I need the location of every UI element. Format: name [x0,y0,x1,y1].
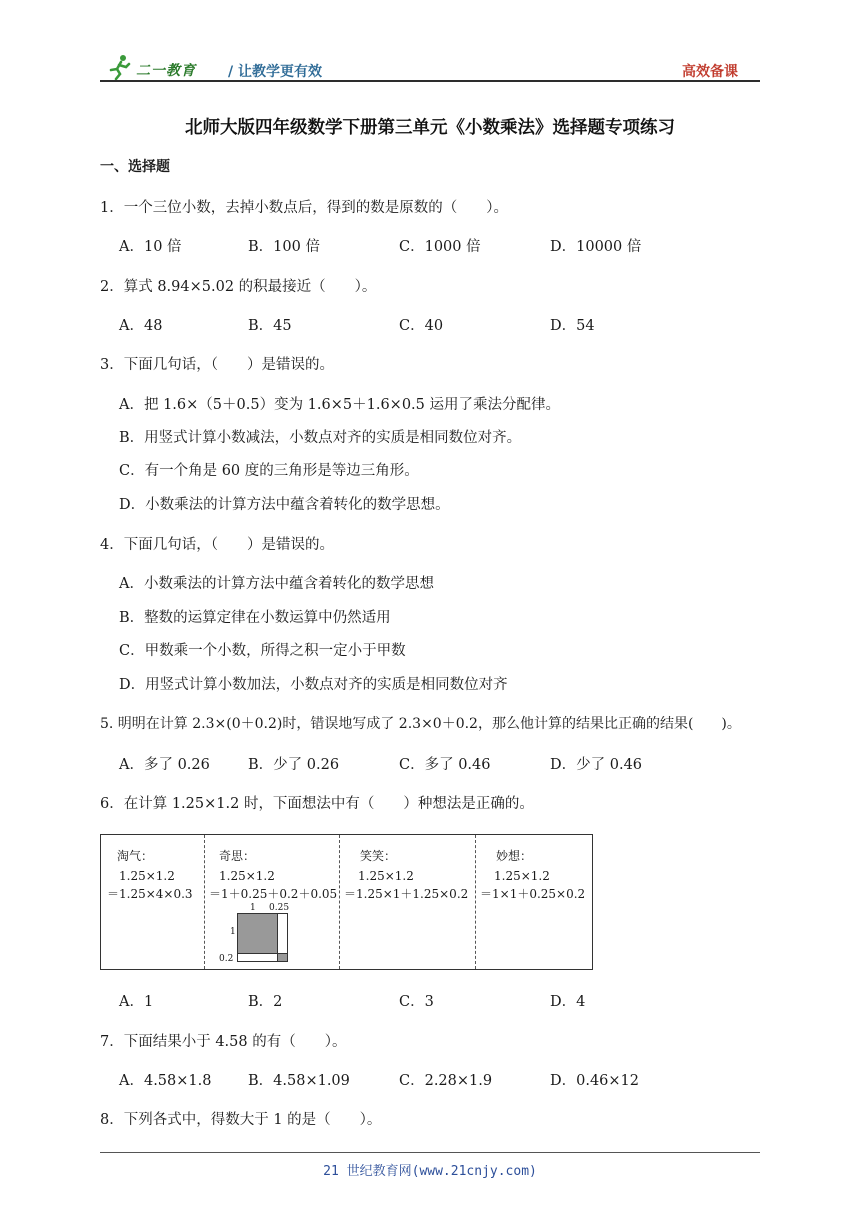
q4-option-b: B．整数的运算定律在小数运算中仍然适用 [119,610,391,626]
question-2: 2．算式 8.94×5.02 的积最接近（ ）。 [100,279,377,295]
logo-text: 二一教育 [136,63,196,79]
panel-name: 淘气： [117,849,154,863]
panel-line: ＝1.25×4×0.3 [107,887,193,901]
q7-option-b: B．4.58×1.09 [248,1073,350,1089]
q2-option-a: A．48 [119,318,163,334]
q5-option-b: B．少了 0.26 [248,757,340,773]
q3-option-a: A．把 1.6×（5＋0.5）变为 1.6×5＋1.6×0.5 运用了乘法分配律。 [119,397,560,413]
question-1: 1．一个三位小数，去掉小数点后，得到的数是原数的（ ）。 [100,200,508,216]
panel-name: 笑笑： [360,849,397,863]
slogan: / 让教学更有效 [228,64,322,80]
grid-label-left-2: 0.2 [219,954,234,964]
q4-option-c: C．甲数乘一个小数，所得之积一定小于甲数 [119,643,406,659]
runner-logo-icon [108,54,132,80]
q6-option-d: D．4 [550,994,586,1010]
section-heading: 一、选择题 [100,159,170,175]
q3-option-b: B．用竖式计算小数减法，小数点对齐的实质是相同数位对齐。 [119,430,522,446]
header-divider [100,80,760,82]
q6-option-c: C．3 [399,994,434,1010]
q7-option-a: A．4.58×1.8 [119,1073,212,1089]
q4-option-d: D．用竖式计算小数加法，小数点对齐的实质是相同数位对齐 [119,677,508,693]
panel-xiaoxiao [340,835,475,969]
question-8: 8．下列各式中，得数大于 1 的是（ ）。 [100,1112,382,1128]
q1-option-b: B．100 倍 [248,239,320,255]
q4-option-a: A．小数乘法的计算方法中蕴含着转化的数学思想 [119,576,434,592]
panel-miaoxiang [476,835,592,969]
area-model-grid [237,913,289,963]
q6-option-b: B．2 [248,994,283,1010]
panel-line: 1.25×1.2 [119,869,175,883]
q5-option-a: A．多了 0.26 [119,757,210,773]
grid-label-top-1: 1 [250,903,256,913]
q2-option-b: B．45 [248,318,292,334]
panel-line: ＝1×1＋0.25×0.2 [480,887,586,901]
panel-name: 奇思： [219,849,256,863]
panel-line: ＝1＋0.25＋0.2＋0.05 [209,887,338,901]
panel-line: 1.25×1.2 [494,869,550,883]
q5-option-c: C．多了 0.46 [399,757,491,773]
question-3: 3．下面几句话，（ ）是错误的。 [100,357,334,373]
footer-text: 21 世纪教育网(www.21cnjy.com) [323,1164,537,1179]
panel-line: 1.25×1.2 [358,869,414,883]
q2-option-d: D．54 [550,318,595,334]
q6-option-a: A．1 [119,994,154,1010]
q1-option-d: D．10000 倍 [550,239,642,255]
q3-option-c: C．有一个角是 60 度的三角形是等边三角形。 [119,463,419,479]
grid-label-top-2: 0.25 [269,903,290,913]
footer-divider [100,1152,760,1153]
q1-option-c: C．1000 倍 [399,239,481,255]
q7-option-d: D．0.46×12 [550,1073,640,1089]
method-figure [100,834,593,970]
header-badge: 高效备课 [682,64,738,80]
q2-option-c: C．40 [399,318,444,334]
q3-option-d: D．小数乘法的计算方法中蕴含着转化的数学思想。 [119,497,450,513]
question-7: 7．下面结果小于 4.58 的有（ ）。 [100,1034,347,1050]
question-5: 5. 明明在计算 2.3×(0＋0.2)时，错误地写成了 2.3×0＋0.2，那么他计算的结果比正确的结果( )。 [100,716,741,732]
question-4: 4．下面几句话，（ ）是错误的。 [100,537,334,553]
page-title: 北师大版四年级数学下册第三单元《小数乘法》选择题专项练习 [185,118,675,138]
q1-option-a: A．10 倍 [119,239,182,255]
question-6: 6．在计算 1.25×1.2 时，下面想法中有（ ）种想法是正确的。 [100,796,534,812]
q5-option-d: D．少了 0.46 [550,757,643,773]
q7-option-c: C．2.28×1.9 [399,1073,493,1089]
panel-line: 1.25×1.2 [219,869,275,883]
grid-label-left-1: 1 [230,927,236,937]
panel-taoqi [101,835,204,969]
panel-qisi [205,835,339,969]
panel-line: ＝1.25×1＋1.25×0.2 [344,887,469,901]
panel-name: 妙想： [496,849,533,863]
